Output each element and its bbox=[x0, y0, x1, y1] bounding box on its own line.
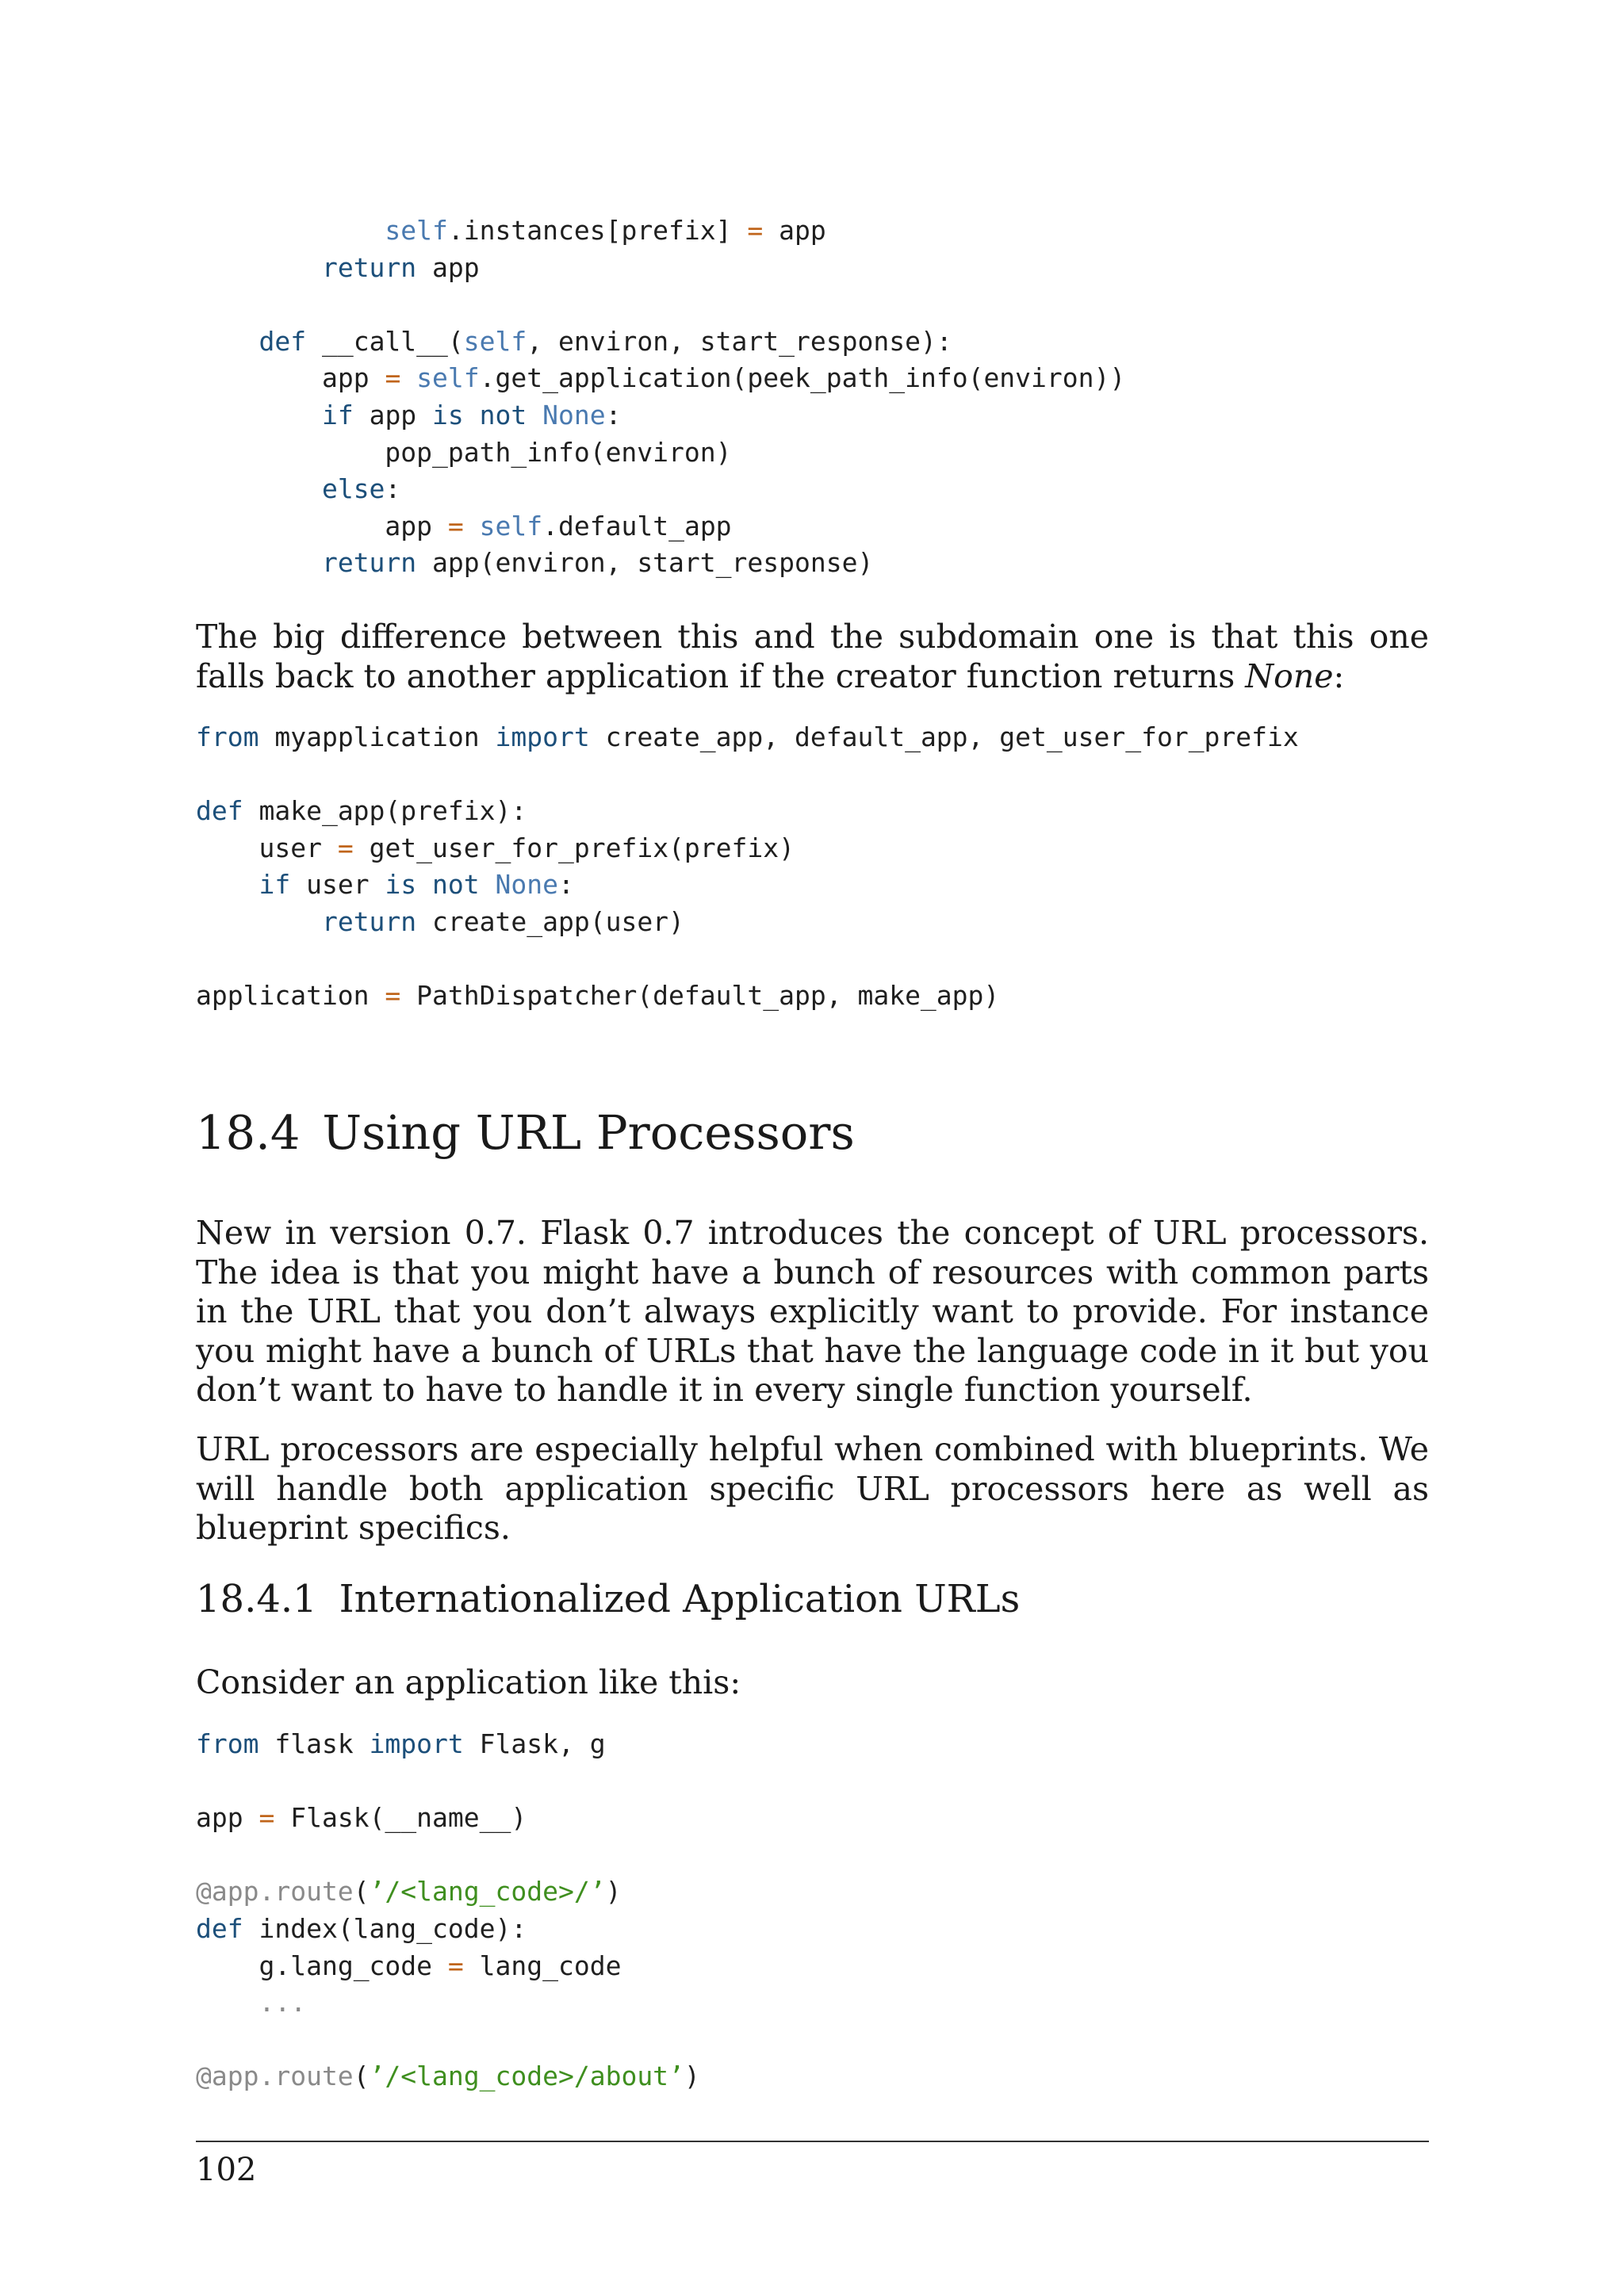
code-token: : bbox=[605, 399, 622, 430]
code-token: def bbox=[196, 795, 243, 827]
code-token: user bbox=[259, 832, 338, 863]
code-line bbox=[196, 397, 1433, 434]
code-indent bbox=[196, 547, 322, 578]
code-indent bbox=[196, 400, 322, 430]
code-token: Flask, g bbox=[463, 1728, 606, 1759]
code-indent bbox=[196, 869, 259, 900]
code-token: .get_application(peek_path_info(environ)) bbox=[479, 362, 1126, 394]
code-line bbox=[196, 508, 1433, 545]
code-token: = bbox=[337, 832, 354, 863]
code-token: app bbox=[416, 251, 480, 283]
code-token: lang_code bbox=[463, 1950, 622, 1981]
code-line bbox=[196, 471, 1433, 508]
code-line bbox=[196, 323, 1433, 361]
code-line bbox=[196, 434, 1433, 472]
code-token: = bbox=[447, 510, 464, 541]
code-token: from bbox=[196, 721, 259, 752]
code-token: self bbox=[416, 362, 480, 394]
code-block-make-app bbox=[196, 719, 1433, 1015]
code-indent bbox=[196, 473, 322, 504]
code-line bbox=[196, 1800, 1433, 1837]
code-token: , environ, start_response): bbox=[527, 325, 952, 357]
code-line bbox=[196, 286, 1433, 323]
subsection-title: Internationalized Application URLs bbox=[339, 1577, 1021, 1621]
code-token: from bbox=[196, 1728, 259, 1759]
code-token: def bbox=[196, 1912, 243, 1944]
code-indent bbox=[196, 1950, 259, 1981]
code-token: return bbox=[321, 251, 417, 283]
code-block-path-dispatcher bbox=[196, 212, 1433, 582]
code-line bbox=[196, 1763, 1433, 1800]
code-line bbox=[196, 978, 1433, 1015]
paragraph-text: The big difference between this and the subdomain one is that this one falls back to another application if the creator function returns bbox=[196, 618, 1429, 695]
code-line bbox=[196, 867, 1433, 904]
code-token bbox=[464, 511, 480, 541]
code-token: .default_app bbox=[542, 510, 732, 541]
code-line bbox=[196, 941, 1433, 978]
code-indent bbox=[196, 362, 322, 393]
code-token: Flask(__name__) bbox=[274, 1802, 527, 1834]
code-token: import bbox=[369, 1728, 464, 1759]
code-token: app(environ, start_response) bbox=[416, 547, 874, 579]
code-token: ( bbox=[353, 2061, 370, 2092]
code-token: = bbox=[447, 1950, 464, 1981]
code-token: app bbox=[353, 399, 433, 430]
paragraph-fallback-explanation bbox=[196, 618, 1429, 696]
code-token: return bbox=[321, 547, 417, 579]
code-token: __call__( bbox=[306, 325, 464, 357]
code-token: application bbox=[196, 980, 385, 1012]
code-token: None bbox=[542, 399, 606, 430]
code-token bbox=[480, 869, 496, 900]
code-token bbox=[527, 400, 542, 430]
code-token bbox=[400, 362, 416, 393]
emphasis-none: None bbox=[1245, 656, 1334, 695]
code-indent bbox=[196, 215, 385, 246]
code-line bbox=[196, 830, 1433, 867]
code-token: .instances[prefix] bbox=[447, 215, 748, 246]
code-line bbox=[196, 2058, 1433, 2095]
code-token: create_app, default_app, get_user_for_prefix bbox=[589, 721, 1299, 752]
code-token: = bbox=[385, 980, 401, 1012]
code-line bbox=[196, 1873, 1433, 1911]
code-token: else bbox=[321, 473, 385, 505]
code-indent bbox=[196, 326, 259, 357]
code-token: ’/<lang_code>/’ bbox=[369, 1876, 606, 1908]
code-token: self bbox=[385, 215, 448, 246]
code-token: self bbox=[479, 510, 543, 541]
code-token: @app.route bbox=[196, 1876, 354, 1908]
paragraph-blueprints: URL processors are especially helpful when combined with blueprints. We will handle both application specific URL processors here as well as blueprint specifics. bbox=[196, 1430, 1429, 1547]
paragraph-url-processors-intro: New in version 0.7. Flask 0.7 introduces the concept of URL processors. The idea is that you might have a bunch of resources with common parts in the URL that you don’t always explicitly want to provide. For instance you might have a bunch of URLs that have the language code in it but you don’t want to have to handle it in every single function yourself. bbox=[196, 1214, 1429, 1409]
code-token: ... bbox=[259, 1987, 307, 2019]
code-line bbox=[196, 1726, 1433, 1763]
code-token: is not bbox=[432, 399, 527, 430]
code-line bbox=[196, 793, 1433, 830]
code-token: index(lang_code): bbox=[243, 1912, 527, 1944]
code-token: = bbox=[259, 1802, 275, 1834]
code-token: = bbox=[385, 362, 401, 394]
code-line bbox=[196, 360, 1433, 397]
code-indent bbox=[196, 437, 385, 468]
code-indent bbox=[196, 252, 322, 283]
code-token: user bbox=[290, 869, 385, 901]
section-heading bbox=[196, 1105, 855, 1161]
page-number: 102 bbox=[196, 2152, 257, 2188]
code-token: myapplication bbox=[259, 721, 496, 752]
footer-rule bbox=[196, 2141, 1429, 2142]
code-token: if bbox=[259, 869, 291, 901]
code-line bbox=[196, 1948, 1433, 1985]
code-indent bbox=[196, 1987, 259, 2018]
code-token: = bbox=[747, 215, 764, 246]
code-token: app bbox=[321, 362, 385, 394]
code-token: self bbox=[463, 325, 527, 357]
code-token: pop_path_info(environ) bbox=[385, 436, 732, 468]
code-indent bbox=[196, 832, 259, 863]
code-token: PathDispatcher(default_app, make_app) bbox=[400, 980, 1000, 1012]
code-line bbox=[196, 1984, 1433, 2022]
code-token: @app.route bbox=[196, 2061, 354, 2092]
code-indent bbox=[196, 511, 385, 541]
code-token: ) bbox=[684, 2061, 700, 2092]
code-line bbox=[196, 250, 1433, 287]
code-token: : bbox=[385, 473, 401, 505]
section-title: Using URL Processors bbox=[322, 1105, 855, 1160]
code-token: make_app(prefix): bbox=[243, 795, 527, 827]
paragraph-consider: Consider an application like this: bbox=[196, 1663, 741, 1701]
code-token: get_user_for_prefix(prefix) bbox=[353, 832, 795, 863]
code-token: g.lang_code bbox=[259, 1950, 448, 1981]
code-line bbox=[196, 545, 1433, 582]
section-number: 18.4 bbox=[196, 1105, 301, 1160]
code-token: None bbox=[495, 869, 559, 901]
code-line bbox=[196, 1911, 1433, 1948]
code-token: def bbox=[259, 325, 307, 357]
code-token: app bbox=[763, 215, 826, 246]
code-token: create_app(user) bbox=[416, 905, 684, 937]
paragraph-text-end: : bbox=[1333, 656, 1345, 695]
code-line bbox=[196, 2022, 1433, 2059]
code-token: ’/<lang_code>/about’ bbox=[369, 2061, 684, 2092]
code-token: ) bbox=[605, 1876, 622, 1908]
subsection-heading bbox=[196, 1575, 1020, 1623]
code-indent bbox=[196, 906, 322, 937]
code-token: return bbox=[321, 905, 417, 937]
code-token: : bbox=[558, 869, 574, 901]
code-token: ( bbox=[353, 1876, 370, 1908]
code-token: app bbox=[196, 1802, 259, 1834]
code-line bbox=[196, 719, 1433, 756]
code-line bbox=[196, 212, 1433, 250]
code-token: is not bbox=[385, 869, 480, 901]
code-block-flask-app bbox=[196, 1726, 1433, 2095]
code-line bbox=[196, 904, 1433, 941]
code-token: import bbox=[495, 721, 590, 752]
subsection-number: 18.4.1 bbox=[196, 1577, 317, 1621]
code-token: flask bbox=[259, 1728, 370, 1759]
code-token: app bbox=[385, 510, 448, 541]
code-line bbox=[196, 756, 1433, 794]
code-token: if bbox=[321, 399, 354, 430]
code-line bbox=[196, 1837, 1433, 1874]
